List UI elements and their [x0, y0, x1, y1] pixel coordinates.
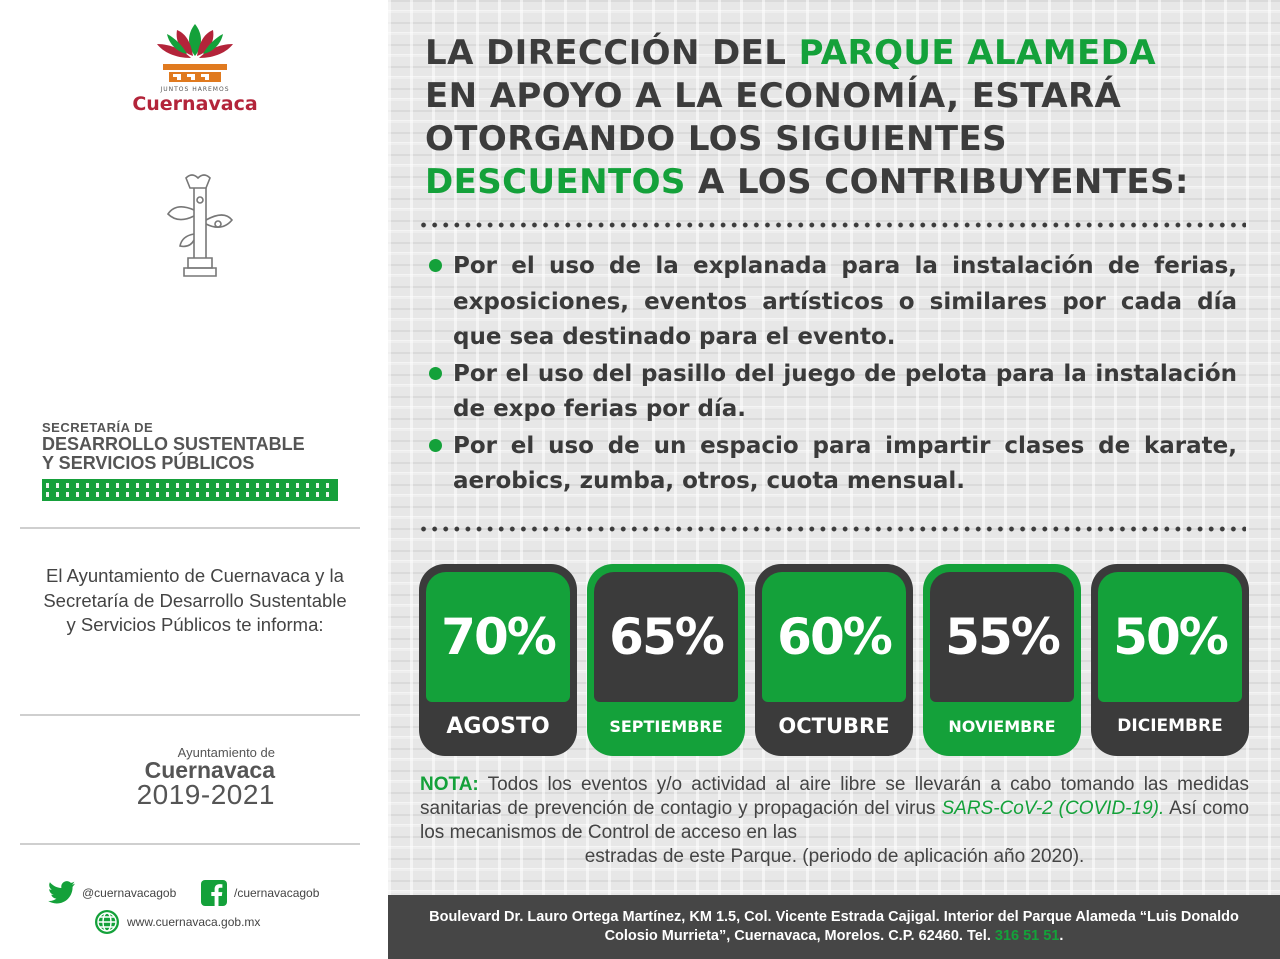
tree-glyph-icon [160, 170, 240, 280]
ayuntamiento-line1: Ayuntamiento de [177, 745, 275, 760]
secretaria-line1: SECRETARÍA DE [42, 420, 154, 435]
discount-month: OCTUBRE [778, 714, 890, 738]
website-link[interactable] [93, 908, 260, 936]
globe-icon [93, 908, 121, 936]
secretaria-line2: DESARROLLO SUSTENTABLE [42, 434, 305, 454]
discount-month: AGOSTO [446, 713, 550, 739]
footer-address-text: Boulevard Dr. Lauro Ortega Martínez, KM 1.5, Col. Vicente Estrada Cajigal. Interior del Parque Alameda “Luis Donaldo Colosio Murrieta”, Cuernavaca, Morelos. C.P. 62460. Tel. [429, 909, 1239, 944]
logo-tagline: JUNTOS HAREMOS [160, 86, 230, 93]
ayuntamiento-line3: 2019-2021 [136, 779, 275, 810]
note-block [420, 773, 1249, 869]
twitter-link[interactable] [48, 879, 176, 907]
footer-end: . [1059, 928, 1064, 944]
facebook-link[interactable] [200, 879, 319, 907]
discount-card-agosto [419, 564, 577, 756]
discount-month: NOVIEMBRE [948, 716, 1056, 736]
headline-p3: OTORGANDO LOS SIGUIENTES [425, 119, 1007, 159]
sidebar [0, 0, 388, 959]
note-text: Así como los mecanismos de Control de acceso en las [420, 798, 1250, 843]
bullet-item: Por el uso de la explanada para la instalación de ferias, exposiciones, eventos artísticos o similares por cada día que sea destinado para el evento. [426, 249, 1237, 356]
flower-logo-icon [147, 20, 243, 88]
discount-month: DICIEMBRE [1117, 716, 1223, 736]
discount-card-noviembre [923, 564, 1081, 756]
divider [20, 714, 360, 716]
note-virus: SARS-CoV-2 (COVID-19). [941, 798, 1165, 819]
cuernavaca-logo [130, 20, 260, 135]
twitter-handle: @cuernavacagob [82, 886, 177, 900]
discount-month: SEPTIEMBRE [609, 716, 723, 736]
greca-pattern [42, 479, 338, 501]
discount-percent: 60% [777, 608, 891, 666]
note-text-last: estradas de este Parque. (periodo de aplicación año 2020). [584, 846, 1085, 867]
footer-address [388, 895, 1280, 959]
ayuntamiento-block [105, 745, 275, 809]
headline-p1: LA DIRECCIÓN DEL [425, 33, 799, 73]
headline-p4: A LOS CONTRIBUYENTES: [685, 162, 1189, 202]
note-text: Todos los eventos y/o actividad al aire libre se llevarán a cabo tomando las medidas sanitarias de prevención de contagio y propagación del virus [420, 774, 1249, 819]
facebook-handle: /cuernavacagob [234, 886, 320, 900]
divider [20, 527, 360, 529]
dotted-divider [418, 526, 1246, 532]
website-url: www.cuernavaca.gob.mx [127, 915, 261, 929]
headline [425, 32, 1245, 204]
dotted-divider [418, 222, 1246, 228]
headline-descuentos: DESCUENTOS [425, 162, 686, 202]
secretaria-line3: Y SERVICIOS PÚBLICOS [42, 453, 255, 473]
discount-percent: 65% [609, 608, 723, 666]
bullet-item: Por el uso del pasillo del juego de pelota para la instalación de expo ferias por día. [426, 357, 1237, 428]
headline-park: PARQUE ALAMEDA [798, 33, 1156, 73]
discount-percent: 55% [945, 608, 1059, 666]
discount-percent: 70% [441, 608, 555, 666]
footer-phone: 316 51 51 [994, 928, 1060, 944]
informa-text: El Ayuntamiento de Cuernavaca y la Secretaría de Desarrollo Sustentable y Servicios Públicos te informa: [43, 565, 347, 635]
discount-card-diciembre [1091, 564, 1249, 756]
discount-card-octubre [755, 564, 913, 756]
bullet-list [426, 249, 1237, 501]
ayuntamiento-line2: Cuernavaca [144, 757, 275, 783]
discount-card-septiembre [587, 564, 745, 756]
facebook-icon [200, 879, 228, 907]
bullet-item: Por el uso de un espacio para impartir clases de karate, aerobics, zumba, otros, cuota mensual. [426, 429, 1237, 500]
logo-city: Cuernavaca [132, 93, 258, 115]
secretaria-block [42, 420, 342, 501]
note-label: NOTA: [420, 774, 479, 795]
twitter-icon [48, 879, 76, 907]
divider [20, 843, 360, 845]
discount-percent: 50% [1113, 608, 1227, 666]
headline-p2: EN APOYO A LA ECONOMÍA, ESTARÁ [425, 76, 1122, 116]
